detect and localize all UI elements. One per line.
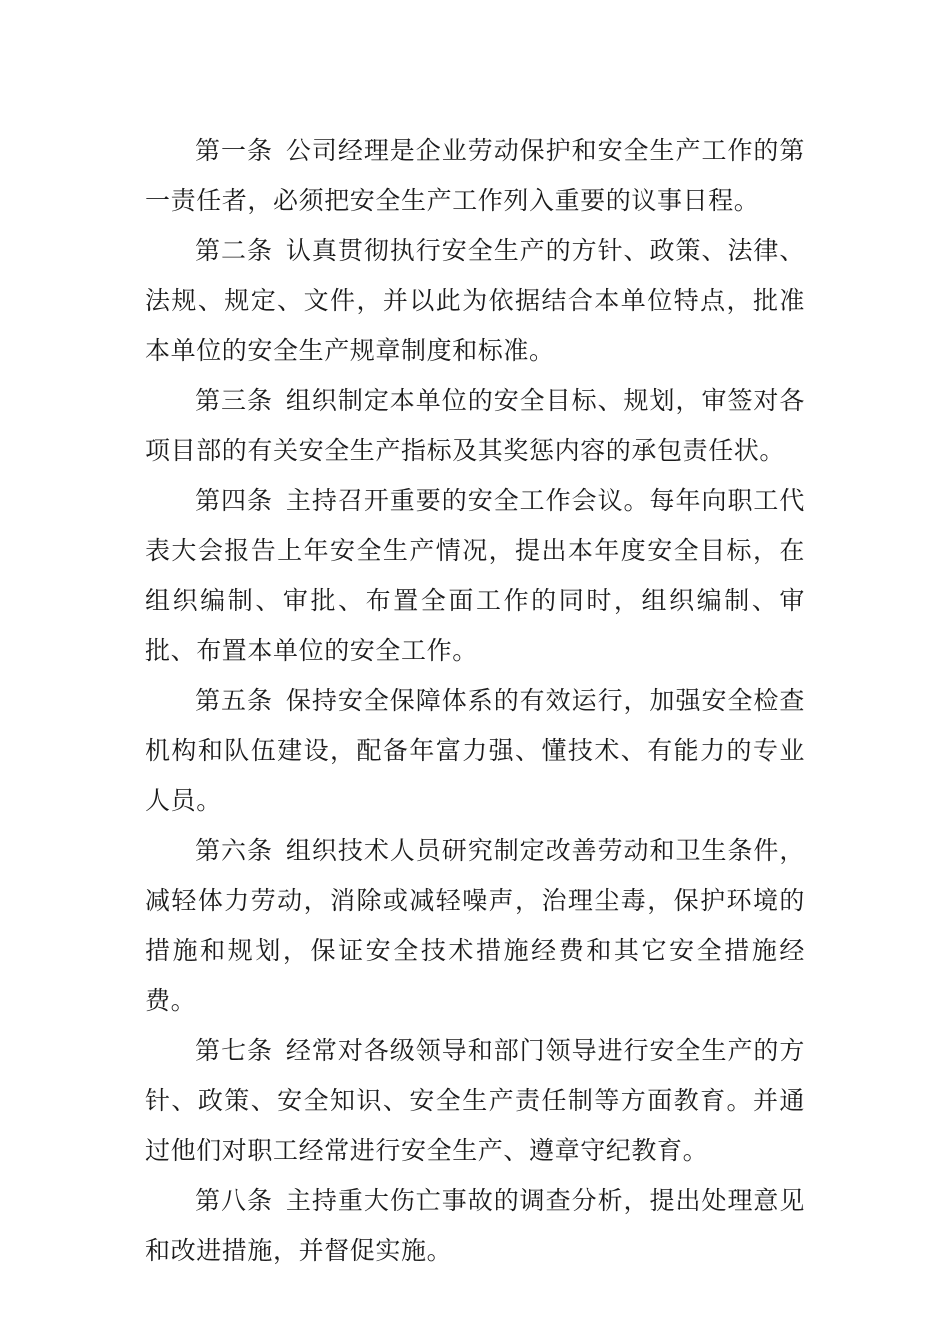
article-number: 第三条 [195,386,273,415]
article-8 [145,1176,805,1276]
article-text: 组织技术人员研究制定改善劳动和卫生条件，减轻体力劳动，消除或减轻噪声，治理尘毒，保护环境的措施和规划，保证安全技术措施经费和其它安全措施经费。 [145,836,805,1015]
document-body [145,126,805,1276]
article-number: 第六条 [195,836,273,865]
article-number: 第八条 [195,1186,273,1215]
article-text: 认真贯彻执行安全生产的方针、政策、法律、法规、规定、文件，并以此为依据结合本单位特点，批准本单位的安全生产规章制度和标准。 [145,236,805,365]
article-7 [145,1026,805,1176]
article-1 [145,126,805,226]
article-number: 第二条 [195,236,273,265]
article-number: 第七条 [195,1036,273,1065]
article-number: 第一条 [195,136,273,165]
article-4 [145,476,805,676]
article-text: 组织制定本单位的安全目标、规划，审签对各项目部的有关安全生产指标及其奖惩内容的承包责任状。 [145,386,805,465]
article-text: 主持重大伤亡事故的调查分析，提出处理意见和改进措施，并督促实施。 [145,1186,805,1265]
article-3 [145,376,805,476]
article-5 [145,676,805,826]
article-6 [145,826,805,1026]
article-2 [145,226,805,376]
article-number: 第四条 [195,486,273,515]
article-text: 保持安全保障体系的有效运行，加强安全检查机构和队伍建设，配备年富力强、懂技术、有能力的专业人员。 [145,686,805,815]
article-number: 第五条 [195,686,273,715]
article-text: 主持召开重要的安全工作会议。每年向职工代表大会报告上年安全生产情况，提出本年度安全目标，在组织编制、审批、布置全面工作的同时，组织编制、审批、布置本单位的安全工作。 [145,486,805,665]
article-text: 经常对各级领导和部门领导进行安全生产的方针、政策、安全知识、安全生产责任制等方面教育。并通过他们对职工经常进行安全生产、遵章守纪教育。 [145,1036,805,1165]
article-text: 公司经理是企业劳动保护和安全生产工作的第一责任者，必须把安全生产工作列入重要的议事日程。 [145,136,805,215]
